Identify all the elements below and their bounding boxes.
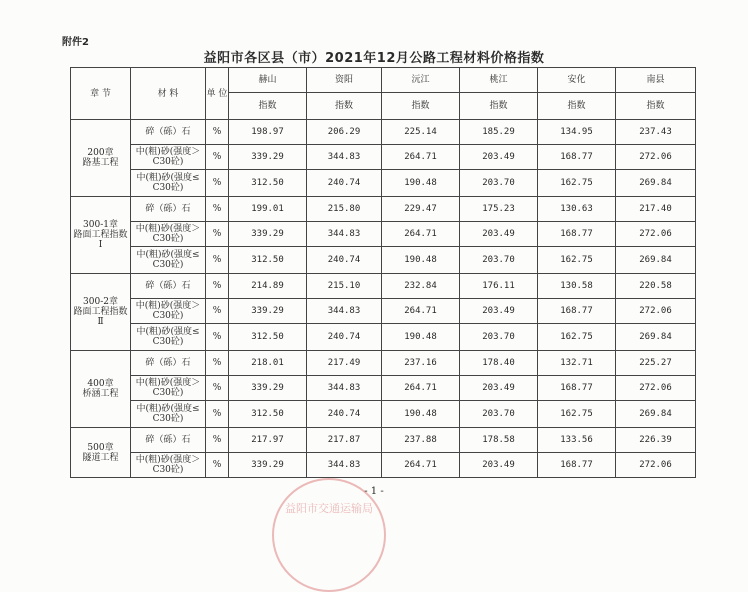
index-value-cell: 133.56	[538, 428, 616, 453]
index-value-cell: 199.01	[229, 197, 307, 222]
seal-text: 益阳市交通运输局	[285, 502, 373, 515]
index-value-cell: 217.49	[307, 351, 382, 376]
index-value-cell: 218.01	[229, 351, 307, 376]
material-cell: 中(粗)砂(强度≤ C30砼)	[131, 324, 206, 351]
index-value-cell: 237.88	[382, 428, 460, 453]
index-value-cell: 220.58	[616, 274, 696, 299]
index-value-cell: 240.74	[307, 247, 382, 274]
index-value-cell: 264.71	[382, 145, 460, 170]
index-value-cell: 344.83	[307, 299, 382, 324]
index-value-cell: 229.47	[382, 197, 460, 222]
index-value-cell: 344.83	[307, 376, 382, 401]
unit-cell: %	[206, 299, 229, 324]
official-seal	[272, 478, 386, 592]
index-value-cell: 130.63	[538, 197, 616, 222]
unit-cell: %	[206, 247, 229, 274]
header-material: 材 料	[131, 68, 206, 120]
index-value-cell: 162.75	[538, 170, 616, 197]
index-value-cell: 344.83	[307, 145, 382, 170]
index-value-cell: 185.29	[460, 120, 538, 145]
index-value-cell: 198.97	[229, 120, 307, 145]
index-value-cell: 339.29	[229, 376, 307, 401]
index-value-cell: 178.40	[460, 351, 538, 376]
index-value-cell: 269.84	[616, 324, 696, 351]
index-value-cell: 162.75	[538, 324, 616, 351]
index-value-cell: 215.10	[307, 274, 382, 299]
material-cell: 碎（砾）石	[131, 428, 206, 453]
index-value-cell: 168.77	[538, 453, 616, 478]
material-cell: 碎（砾）石	[131, 274, 206, 299]
section-label: 400章 桥涵工程	[71, 351, 131, 428]
index-value-cell: 203.70	[460, 170, 538, 197]
material-cell: 碎（砾）石	[131, 197, 206, 222]
index-value-cell: 240.74	[307, 401, 382, 428]
material-cell: 中(粗)砂(强度＞ C30砼)	[131, 299, 206, 324]
index-value-cell: 225.27	[616, 351, 696, 376]
page-title: 益阳市各区县（市）2021年12月公路工程材料价格指数	[203, 51, 545, 66]
index-value-cell: 225.14	[382, 120, 460, 145]
index-value-cell: 175.23	[460, 197, 538, 222]
table-row	[71, 120, 696, 145]
material-cell: 中(粗)砂(强度＞ C30砼)	[131, 453, 206, 478]
index-value-cell: 272.06	[616, 376, 696, 401]
index-value-cell: 214.89	[229, 274, 307, 299]
table-row	[71, 222, 696, 247]
index-value-cell: 312.50	[229, 170, 307, 197]
index-value-cell: 344.83	[307, 222, 382, 247]
unit-cell: %	[206, 170, 229, 197]
index-value-cell: 190.48	[382, 324, 460, 351]
index-value-cell: 130.58	[538, 274, 616, 299]
unit-cell: %	[206, 401, 229, 428]
material-cell: 碎（砾）石	[131, 120, 206, 145]
index-value-cell: 264.71	[382, 453, 460, 478]
header-county: 安化	[538, 68, 616, 93]
table-row	[71, 145, 696, 170]
index-value-cell: 203.49	[460, 222, 538, 247]
unit-cell: %	[206, 428, 229, 453]
table-row	[71, 170, 696, 197]
material-cell: 碎（砾）石	[131, 351, 206, 376]
index-value-cell: 264.71	[382, 222, 460, 247]
section-label: 500章 隧道工程	[71, 428, 131, 478]
index-value-cell: 190.48	[382, 401, 460, 428]
index-value-cell: 178.58	[460, 428, 538, 453]
unit-cell: %	[206, 222, 229, 247]
index-value-cell: 240.74	[307, 170, 382, 197]
table-row	[71, 453, 696, 478]
index-value-cell: 339.29	[229, 299, 307, 324]
table-row	[71, 247, 696, 274]
section-label: 300-2章 路面工程指数 Ⅱ	[71, 274, 131, 351]
attachment-label: 附件2	[62, 37, 89, 48]
index-value-cell: 203.49	[460, 299, 538, 324]
index-value-cell: 190.48	[382, 170, 460, 197]
price-index-table	[70, 67, 696, 478]
index-value-cell: 203.70	[460, 324, 538, 351]
index-value-cell: 264.71	[382, 376, 460, 401]
index-value-cell: 190.48	[382, 247, 460, 274]
index-value-cell: 339.29	[229, 453, 307, 478]
index-value-cell: 272.06	[616, 222, 696, 247]
index-value-cell: 206.29	[307, 120, 382, 145]
index-value-cell: 232.84	[382, 274, 460, 299]
index-value-cell: 176.11	[460, 274, 538, 299]
table-row	[71, 197, 696, 222]
header-unit: 单 位	[206, 68, 229, 120]
index-value-cell: 269.84	[616, 401, 696, 428]
unit-cell: %	[206, 274, 229, 299]
index-value-cell: 168.77	[538, 145, 616, 170]
index-value-cell: 272.06	[616, 145, 696, 170]
index-value-cell: 168.77	[538, 376, 616, 401]
index-value-cell: 226.39	[616, 428, 696, 453]
header-county: 沅江	[382, 68, 460, 93]
unit-cell: %	[206, 324, 229, 351]
material-cell: 中(粗)砂(强度＞ C30砼)	[131, 145, 206, 170]
header-index-label: 指数	[229, 93, 307, 120]
page-number: - 1 -	[364, 486, 384, 497]
index-value-cell: 269.84	[616, 170, 696, 197]
index-value-cell: 217.87	[307, 428, 382, 453]
header-county: 资阳	[307, 68, 382, 93]
table-row	[71, 351, 696, 376]
table-row	[71, 299, 696, 324]
index-value-cell: 162.75	[538, 247, 616, 274]
index-value-cell: 215.80	[307, 197, 382, 222]
unit-cell: %	[206, 376, 229, 401]
material-cell: 中(粗)砂(强度≤ C30砼)	[131, 401, 206, 428]
table-row	[71, 428, 696, 453]
header-row-counties	[71, 68, 696, 93]
index-value-cell: 237.16	[382, 351, 460, 376]
unit-cell: %	[206, 197, 229, 222]
index-value-cell: 240.74	[307, 324, 382, 351]
index-value-cell: 312.50	[229, 401, 307, 428]
material-cell: 中(粗)砂(强度≤ C30砼)	[131, 170, 206, 197]
table-row	[71, 376, 696, 401]
index-value-cell: 237.43	[616, 120, 696, 145]
header-index-label: 指数	[460, 93, 538, 120]
index-value-cell: 203.49	[460, 145, 538, 170]
index-value-cell: 339.29	[229, 222, 307, 247]
section-label: 300-1章 路面工程指数 Ⅰ	[71, 197, 131, 274]
index-value-cell: 272.06	[616, 453, 696, 478]
unit-cell: %	[206, 120, 229, 145]
index-value-cell: 203.49	[460, 376, 538, 401]
material-cell: 中(粗)砂(强度＞ C30砼)	[131, 376, 206, 401]
index-value-cell: 217.40	[616, 197, 696, 222]
header-index-label: 指数	[538, 93, 616, 120]
section-label: 200章 路基工程	[71, 120, 131, 197]
material-cell: 中(粗)砂(强度＞ C30砼)	[131, 222, 206, 247]
header-section: 章 节	[71, 68, 131, 120]
index-value-cell: 132.71	[538, 351, 616, 376]
index-value-cell: 168.77	[538, 222, 616, 247]
index-value-cell: 203.49	[460, 453, 538, 478]
header-index-label: 指数	[382, 93, 460, 120]
index-value-cell: 203.70	[460, 401, 538, 428]
unit-cell: %	[206, 351, 229, 376]
header-county: 桃江	[460, 68, 538, 93]
index-value-cell: 168.77	[538, 299, 616, 324]
header-county: 赫山	[229, 68, 307, 93]
index-value-cell: 344.83	[307, 453, 382, 478]
index-value-cell: 339.29	[229, 145, 307, 170]
header-county: 南县	[616, 68, 696, 93]
index-value-cell: 217.97	[229, 428, 307, 453]
table-row	[71, 274, 696, 299]
table-row	[71, 324, 696, 351]
header-index-label: 指数	[616, 93, 696, 120]
unit-cell: %	[206, 145, 229, 170]
index-value-cell: 203.70	[460, 247, 538, 274]
index-value-cell: 134.95	[538, 120, 616, 145]
index-value-cell: 264.71	[382, 299, 460, 324]
index-value-cell: 269.84	[616, 247, 696, 274]
index-value-cell: 162.75	[538, 401, 616, 428]
index-value-cell: 312.50	[229, 247, 307, 274]
header-index-label: 指数	[307, 93, 382, 120]
index-value-cell: 312.50	[229, 324, 307, 351]
unit-cell: %	[206, 453, 229, 478]
index-value-cell: 272.06	[616, 299, 696, 324]
table-row	[71, 401, 696, 428]
material-cell: 中(粗)砂(强度≤ C30砼)	[131, 247, 206, 274]
